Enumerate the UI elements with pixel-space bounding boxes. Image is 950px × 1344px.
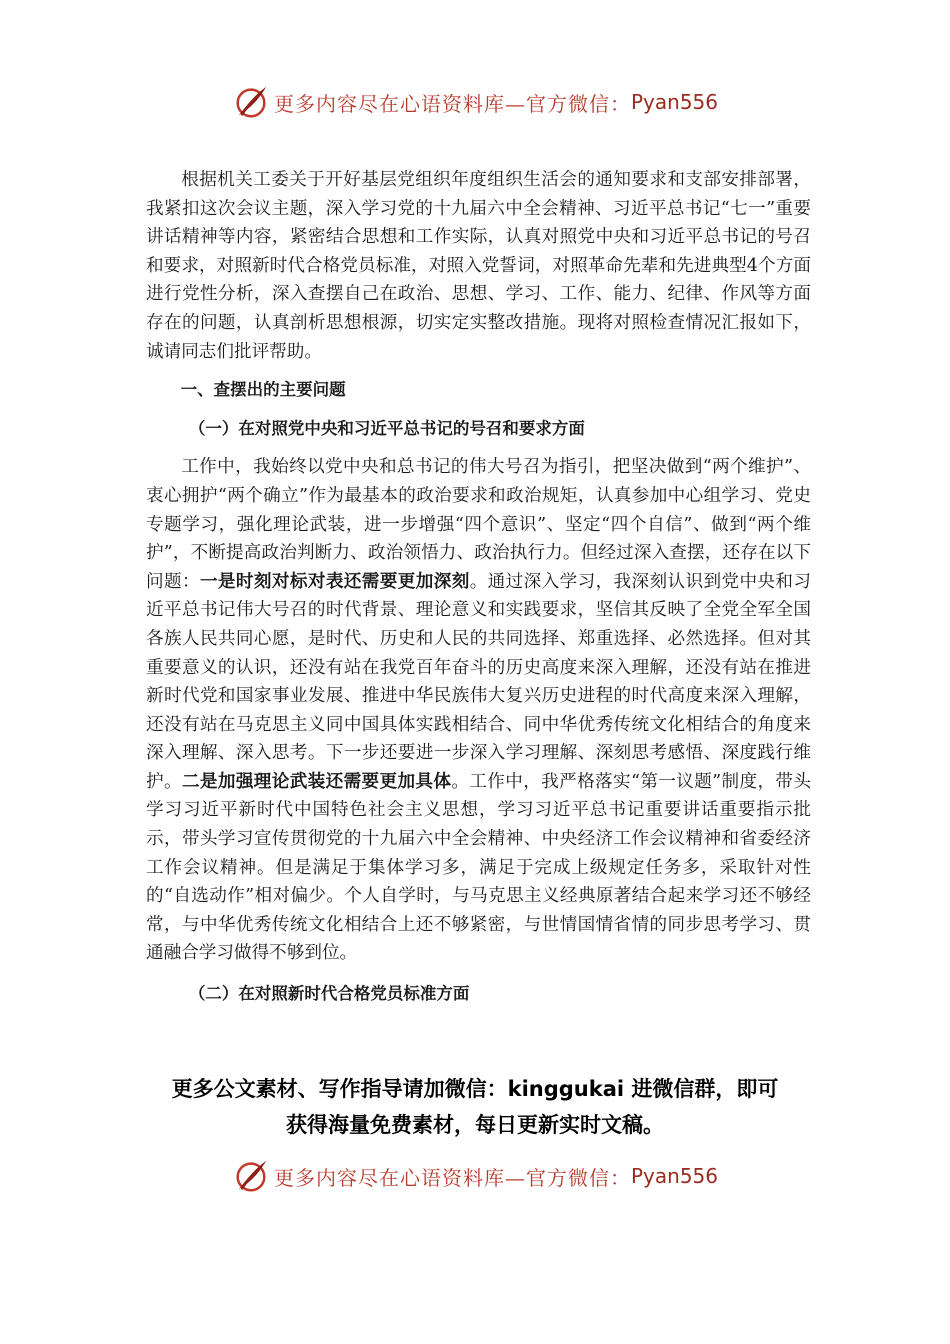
footer-brand-text: 更多内容尽在心语资料库—官方微信： [273,1165,631,1190]
quill-logo-icon [232,1157,270,1195]
body-text-part-3: 。工作中，我严格落实“第一议题”制度，带头学习习近平新时代中国特色社会主义思想，学习习近平总书记重要讲话重要指示批示，带头学习宣传贯彻党的十九届六中全会精神、中央经济工作会议精神和省委经济工作会议精神。但是满足于集体学习多，满足于完成上级规定任务多，采取针对性的“自选动作”相对偏少。个人自学时，与马克思主义经典原著结合起来学习还不够经常，与中华优秀传统文化相结合上还不够紧密，与世情国情省情的同步思考学习、贯通融合学习做得不够到位。 [146,771,811,964]
body-bold-point-1: 一是时刻对标对表还需要更加深刻 [199,571,470,592]
footer-banner [0,1156,950,1196]
section-1-heading: 一、查摆出的主要问题 [180,380,346,400]
subsection-1-heading: （一）在对照党中央和习近平总书记的号召和要求方面 [188,418,585,438]
document-body [146,166,811,1019]
promo-line-2: 获得海量免费素材，每日更新实时文稿。 [286,1113,664,1137]
body-paragraph [146,453,811,968]
header-brand-text: 更多内容尽在心语资料库—官方微信： [273,91,631,116]
header-banner [0,82,950,122]
header-wechat-id: Pyan556 [630,90,718,114]
body-bold-point-2: 二是加强理论武装还需要更加具体 [181,771,452,792]
intro-paragraph: 根据机关工委关于开好基层党组织年度组织生活会的通知要求和支部安排部署，我紧扣这次会议主题，深入学习党的十九届六中全会精神、习近平总书记“七一”重要讲话精神等内容，紧密结合思想和工作实际，认真对照党中央和习近平总书记的号召和要求，对照新时代合格党员标准，对照入党誓词，对照革命先辈和先进典型4个方面进行党性分析，深入查摆自己在政治、思想、学习、工作、能力、纪律、作风等方面存在的问题，认真剖析思想根源，切实定实整改措施。现将对照检查情况汇报如下，诚请同志们批评帮助。 [146,170,811,362]
footer-wechat-id: Pyan556 [630,1164,718,1188]
promo-line-1: 更多公文素材、写作指导请加微信：kinggukai 进微信群，即可 [171,1077,779,1101]
subsection-2-heading: （二）在对照新时代合格党员标准方面 [188,984,470,1004]
body-text-part-1: 工作中，我始终以党中央和总书记的伟大号召为指引，把坚决做到“两个维护”、衷心拥护“两个确立”作为最基本的政治要求和政治规矩，认真参加中心组学习、党史专题学习，强化理论武装，进一步增强“四个意识”、坚定“四个自信”、做到“两个维护”，不断提高政治判断力、政治领悟力、政治执行力。但经过深入查摆，还存在以下问题： [146,457,811,592]
promo-notice [120,1071,830,1143]
body-text-part-2: 。通过深入学习，我深刻认识到党中央和习近平总书记伟大号召的时代背景、理论意义和实践要求，坚信其反映了全党全军全国各族人民共同心愿，是时代、历史和人民的共同选择、郑重选择、必然选择。但对其重要意义的认识，还没有站在我党百年奋斗的历史高度来深入理解，还没有站在推进新时代党和国家事业发展、推进中华民族伟大复兴历史进程的时代高度来深入理解，还没有站在马克思主义同中国具体实践相结合、同中华优秀传统文化相结合的角度来深入理解、深入思考。下一步还要进一步深入学习理解、深刻思考感悟、深度践行维护。 [146,571,811,792]
quill-logo-icon [232,83,270,121]
